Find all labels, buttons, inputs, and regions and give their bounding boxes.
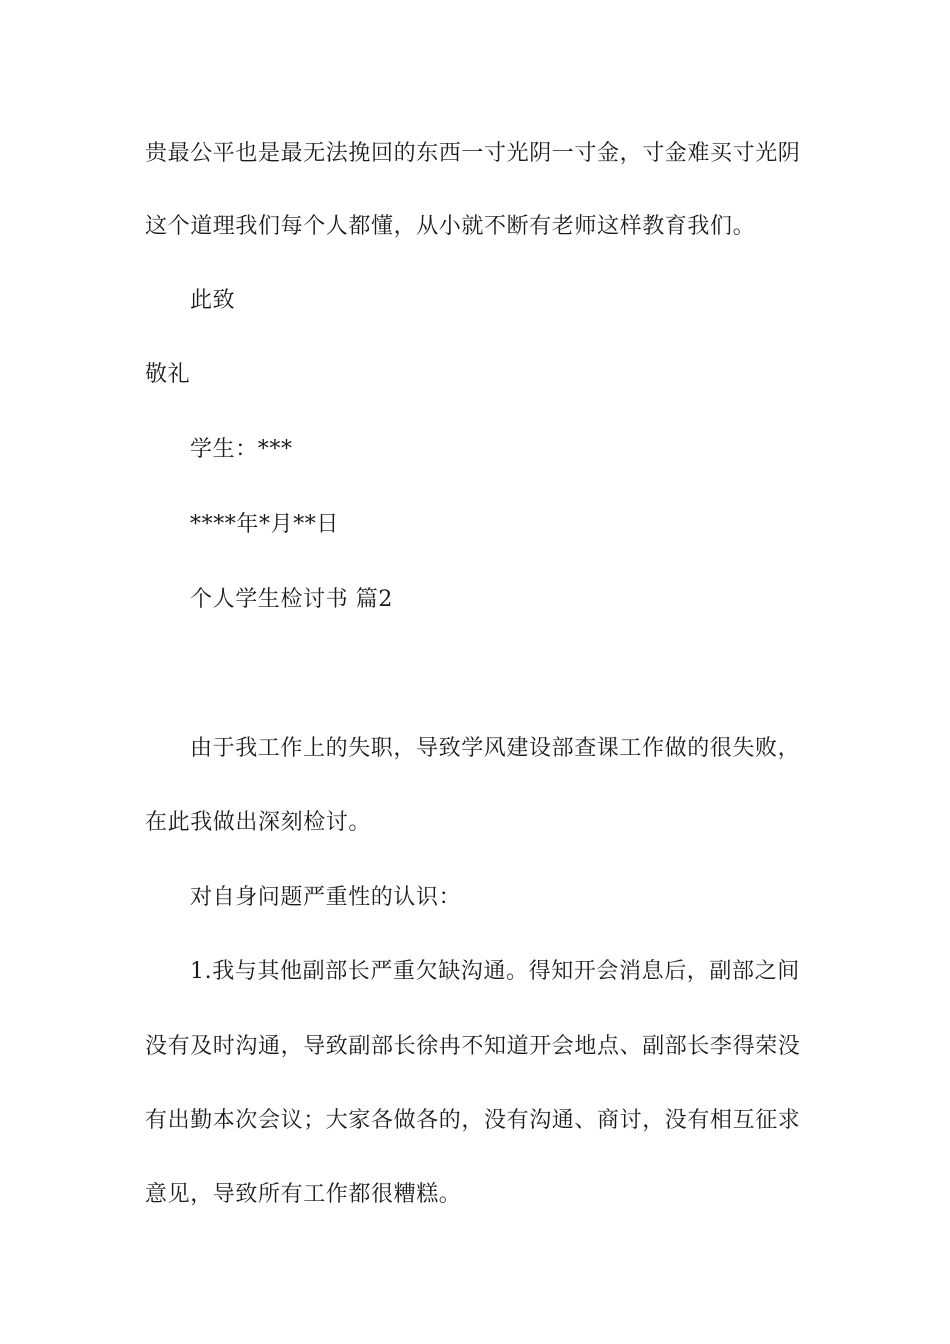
section-heading: 个人学生检讨书 篇2 — [190, 587, 393, 612]
paragraph-line: 贵最公平也是最无法挽回的东西一寸光阴一寸金，寸金难买寸光阴 — [145, 141, 801, 166]
closing-regards: 敬礼 — [145, 362, 191, 387]
signature-date: ****年*月**日 — [190, 512, 340, 537]
paragraph-line: 1.我与其他副部长严重欠缺沟通。得知开会消息后，副部之间 — [190, 959, 800, 984]
closing-salutation: 此致 — [190, 288, 236, 313]
paragraph-line: 意见，导致所有工作都很糟糕。 — [145, 1182, 462, 1207]
paragraph-line: 在此我做出深刻检讨。 — [145, 810, 372, 835]
signature-student: 学生：*** — [190, 437, 293, 462]
paragraph-line: 这个道理我们每个人都懂，从小就不断有老师这样教育我们。 — [145, 214, 756, 239]
paragraph-line: 由于我工作上的失职，导致学风建设部查课工作做的很失败， — [190, 736, 801, 761]
subheading: 对自身问题严重性的认识： — [190, 885, 462, 910]
paragraph-line: 没有及时沟通，导致副部长徐冉不知道开会地点、副部长李得荣没 — [145, 1034, 801, 1059]
paragraph-line: 有出勤本次会议；大家各做各的，没有沟通、商讨，没有相互征求 — [145, 1108, 801, 1133]
